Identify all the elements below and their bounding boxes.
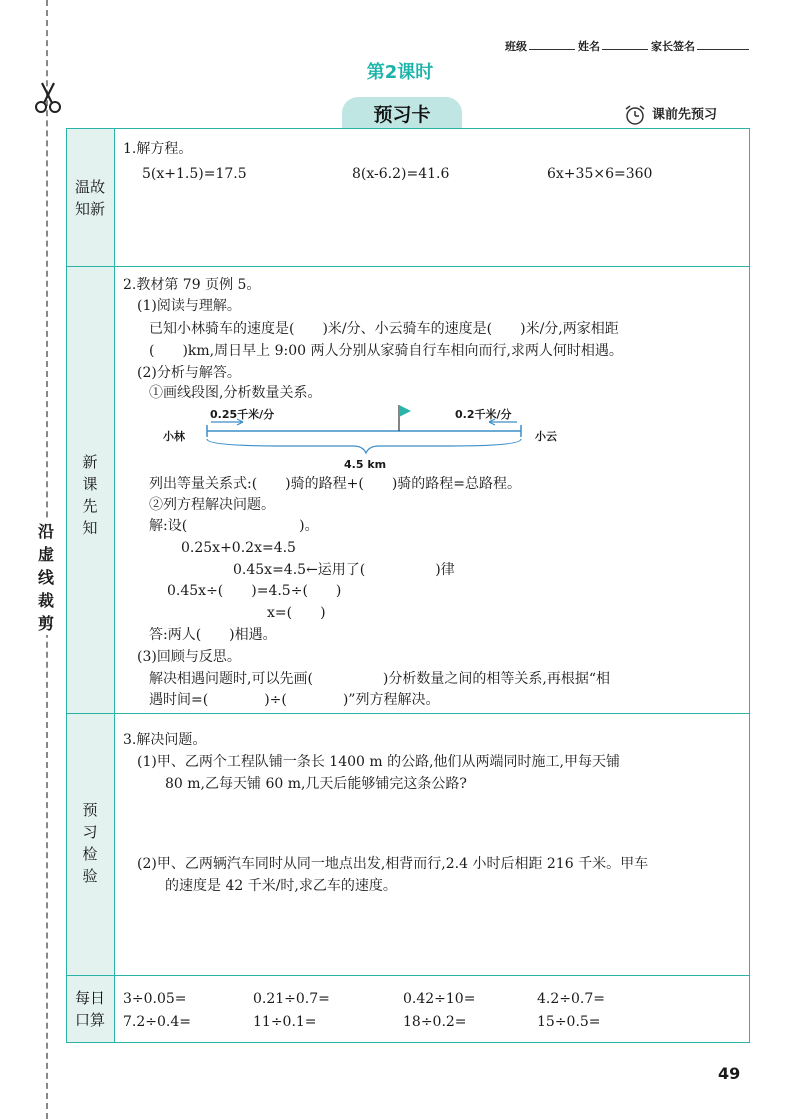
divider (67, 266, 749, 267)
mental-calc: 4.2÷0.7= (537, 991, 605, 1007)
step-heading: ①画线段图,分析数量关系。 (149, 385, 322, 401)
review-title: 1.解方程。 (123, 141, 193, 157)
page-number: 49 (718, 1064, 741, 1083)
preview-tag: 课前先预习 (622, 103, 717, 129)
equation: 8(x-6.2)=41.6 (352, 166, 450, 182)
cut-line-label: 沿 虚 线 裁 剪 (34, 520, 58, 635)
equation-step: 0.45x÷( )=4.5÷( ) (167, 583, 342, 599)
mental-calc: 15÷0.5= (537, 1014, 601, 1030)
answer-line: 答:两人( )相遇。 (149, 627, 277, 643)
solution-let: 解:设( )。 (149, 518, 319, 534)
problem-line: 的速度是 42 千米/时,求乙车的速度。 (165, 878, 397, 894)
name-blank[interactable] (602, 39, 648, 50)
worksheet-table (66, 128, 750, 1043)
text-line: 已知小林骑车的速度是( )米/分、小云骑车的速度是( )米/分,两家相距 (149, 321, 619, 337)
section-label-new: 新 课 先 知 (82, 453, 98, 537)
class-label: 班级 (505, 40, 527, 53)
alarm-clock-icon (622, 103, 648, 127)
problem-line: (2)甲、乙两辆汽车同时从同一地点出发,相背而行,2.4 小时后相距 216 千米。甲车 (137, 856, 649, 872)
section-label-check: 预 习 检 验 (82, 801, 98, 885)
lesson-number: 第2课时 (366, 62, 434, 83)
new-title: 2.教材第 79 页例 5。 (123, 277, 261, 293)
divider (67, 713, 749, 714)
text-line: ( )km,周日早上 9:00 两人分别从家骑自行车相向而行,求两人何时相遇。 (149, 343, 623, 359)
equation-step: x=( ) (267, 605, 326, 621)
sub-heading: (2)分析与解答。 (137, 365, 241, 381)
card-title-tab (342, 97, 462, 129)
scissors-icon (34, 80, 62, 116)
relation-line: 列出等量关系式:( )骑的路程+( )骑的路程=总路程。 (149, 476, 522, 492)
mental-calc: 0.21÷0.7= (253, 991, 330, 1007)
diagram-left-speed: 0.25千米/分 (210, 408, 275, 421)
check-title: 3.解决问题。 (123, 732, 207, 748)
mental-calc: 7.2÷0.4= (123, 1014, 191, 1030)
section-label-daily: 每日 口算 (74, 989, 105, 1029)
divider (67, 975, 749, 976)
mental-calc: 11÷0.1= (253, 1014, 317, 1030)
sub-heading: (1)阅读与理解。 (137, 298, 241, 314)
diagram-right-speed: 0.2千米/分 (455, 408, 512, 421)
mental-calc: 0.42÷10= (403, 991, 476, 1007)
sub-heading: (3)回顾与反思。 (137, 649, 241, 665)
mental-calc: 3÷0.05= (123, 991, 187, 1007)
step-heading: ②列方程解决问题。 (149, 497, 275, 513)
equation: 6x+35×6=360 (547, 166, 653, 182)
mental-calc: 18÷0.2= (403, 1014, 467, 1030)
text-line: 遇时间=( )÷( )”列方程解决。 (149, 692, 440, 708)
problem-line: 80 m,乙每天铺 60 m,几天后能够铺完这条公路? (165, 776, 467, 792)
diagram-distance: 4.5 km (344, 458, 387, 471)
equation-step: 0.25x+0.2x=4.5 (181, 540, 296, 556)
header-fields (505, 38, 752, 54)
diagram-right-name: 小云 (535, 430, 557, 443)
equation-step: 0.45x=4.5←运用了( )律 (233, 562, 455, 578)
section-label-review: 温故 知新 (74, 178, 105, 218)
line-segment-diagram (203, 401, 529, 459)
parent-sign-blank[interactable] (697, 39, 749, 50)
parent-sign-label: 家长签名 (651, 40, 695, 53)
equation: 5(x+1.5)=17.5 (142, 166, 247, 182)
text-line: 解决相遇问题时,可以先画( )分析数量之间的相等关系,再根据“相 (149, 671, 610, 687)
name-label: 姓名 (578, 40, 600, 53)
problem-line: (1)甲、乙两个工程队铺一条长 1400 m 的公路,他们从两端同时施工,甲每天铺 (137, 754, 620, 770)
diagram-left-name: 小林 (163, 430, 185, 443)
card-title: 预习卡 (373, 104, 431, 126)
class-blank[interactable] (529, 39, 575, 50)
